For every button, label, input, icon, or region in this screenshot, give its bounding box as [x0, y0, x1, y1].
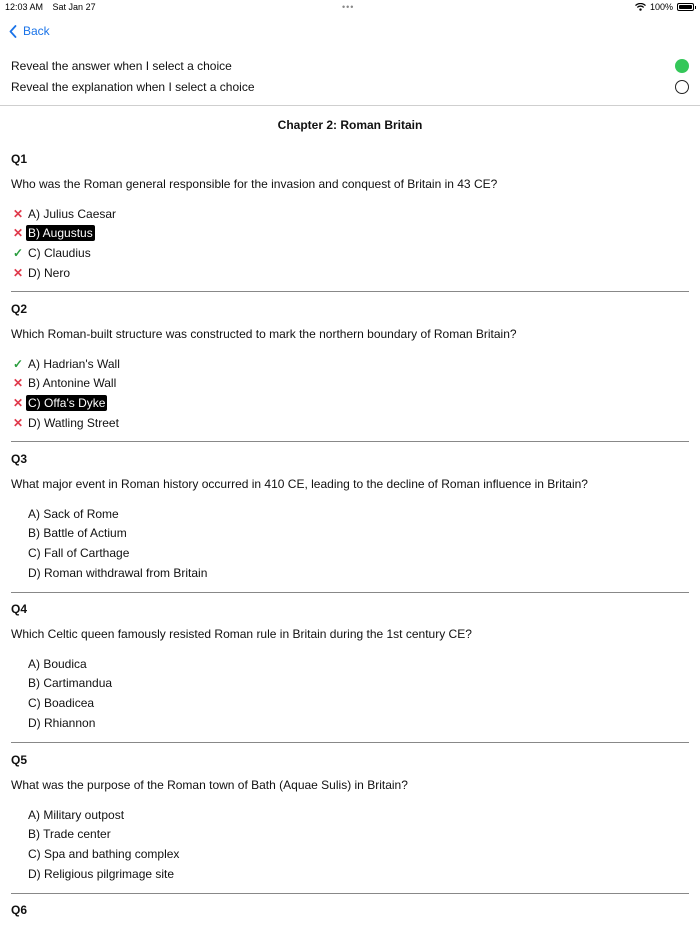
divider	[0, 105, 700, 106]
answer-option[interactable]	[11, 504, 689, 524]
wrong-x-icon: ✕	[12, 376, 24, 391]
battery-percent: 100%	[649, 2, 673, 12]
answer-option[interactable]	[11, 693, 689, 713]
question-number: Q5	[11, 753, 28, 767]
option-label[interactable]: B) Cartimandua	[28, 676, 113, 691]
answer-options	[11, 204, 689, 282]
answer-option[interactable]	[11, 393, 689, 413]
option-label[interactable]: D) Nero	[28, 265, 71, 280]
answer-option[interactable]	[11, 563, 689, 583]
correct-check-icon: ✓	[12, 356, 24, 371]
question-divider	[11, 893, 689, 894]
question-text: Which Celtic queen famously resisted Roman rule in Britain during the 1st century CE?	[11, 627, 472, 641]
question-text: What major event in Roman history occurred in 410 CE, leading to the decline of Roman influence in Britain?	[11, 477, 588, 491]
option-label[interactable]: C) Claudius	[28, 245, 91, 260]
answer-option[interactable]	[11, 543, 689, 563]
wrong-x-icon: ✕	[12, 395, 24, 410]
back-label: Back	[23, 24, 50, 38]
option-label[interactable]: A) Boudica	[28, 656, 87, 671]
answer-option[interactable]	[11, 354, 689, 374]
option-label[interactable]: A) Julius Caesar	[28, 206, 117, 221]
answer-option[interactable]	[11, 674, 689, 694]
question-number: Q6	[11, 903, 28, 917]
question-number: Q3	[11, 452, 28, 466]
option-label[interactable]: D) Rhiannon	[28, 715, 96, 730]
wifi-icon	[635, 3, 646, 11]
option-label[interactable]: C) Boadicea	[28, 695, 95, 710]
battery-icon	[677, 3, 694, 11]
question-block	[11, 152, 689, 282]
answer-options	[11, 354, 689, 432]
reveal-explanation-label: Reveal the explanation when I select a choice	[11, 80, 255, 94]
answer-option[interactable]	[11, 805, 689, 825]
answer-option[interactable]	[11, 243, 689, 263]
answer-option[interactable]	[11, 825, 689, 845]
answer-option[interactable]	[11, 374, 689, 394]
option-label[interactable]: D) Religious pilgrimage site	[28, 866, 175, 881]
question-text: What was the purpose of the Roman town of Bath (Aquae Sulis) in Britain?	[11, 778, 408, 792]
status-time: 12:03 AM	[5, 2, 44, 12]
question-number: Q1	[11, 152, 28, 166]
wrong-x-icon: ✕	[12, 206, 24, 221]
status-bar	[0, 0, 700, 14]
question-divider	[11, 441, 689, 442]
wrong-x-icon: ✕	[12, 226, 24, 241]
question-block	[11, 452, 689, 582]
question-text: Who was the Roman general responsible for the invasion and conquest of Britain in 43 CE?	[11, 177, 498, 191]
option-label[interactable]: B) Battle of Actium	[28, 526, 127, 541]
answer-option[interactable]	[11, 224, 689, 244]
answer-options	[11, 805, 689, 883]
answer-option[interactable]	[11, 713, 689, 733]
question-block	[11, 302, 689, 432]
reveal-answer-toggle[interactable]	[675, 59, 689, 73]
reveal-explanation-toggle[interactable]	[675, 80, 689, 94]
option-label[interactable]: A) Sack of Rome	[28, 506, 119, 521]
status-right	[635, 2, 694, 12]
answer-option[interactable]	[11, 844, 689, 864]
answer-option[interactable]	[11, 654, 689, 674]
reveal-answer-row[interactable]	[11, 57, 691, 75]
status-left	[5, 2, 103, 12]
reveal-explanation-row[interactable]	[11, 78, 691, 96]
correct-check-icon: ✓	[12, 245, 24, 260]
answer-options	[11, 654, 689, 732]
selected-option-label[interactable]: C) Offa's Dyke	[28, 395, 106, 410]
question-number: Q4	[11, 602, 28, 616]
question-block	[11, 753, 689, 883]
multitasking-dots[interactable]: •••	[342, 2, 355, 12]
question-divider	[11, 742, 689, 743]
back-button[interactable]	[9, 24, 50, 38]
option-label[interactable]: A) Hadrian's Wall	[28, 356, 120, 371]
answer-option[interactable]	[11, 204, 689, 224]
option-label[interactable]: C) Spa and bathing complex	[28, 846, 180, 861]
chapter-title: Chapter 2: Roman Britain	[277, 118, 423, 132]
option-label[interactable]: D) Watling Street	[28, 415, 119, 430]
question-number: Q2	[11, 302, 28, 316]
option-label[interactable]: A) Military outpost	[28, 807, 125, 822]
reveal-answer-label: Reveal the answer when I select a choice	[11, 59, 232, 73]
wrong-x-icon: ✕	[12, 265, 24, 280]
answer-option[interactable]	[11, 413, 689, 433]
answer-option[interactable]	[11, 524, 689, 544]
status-date: Sat Jan 27	[52, 2, 96, 12]
question-divider	[11, 592, 689, 593]
option-label[interactable]: B) Trade center	[28, 827, 111, 842]
question-block	[11, 602, 689, 732]
option-label[interactable]: D) Roman withdrawal from Britain	[28, 565, 208, 580]
chevron-left-icon	[9, 25, 17, 38]
question-text: Which Roman-built structure was constructed to mark the northern boundary of Roman Britain?	[11, 327, 517, 341]
answer-option[interactable]	[11, 263, 689, 283]
question-divider	[11, 291, 689, 292]
answer-option[interactable]	[11, 864, 689, 884]
wrong-x-icon: ✕	[12, 415, 24, 430]
selected-option-label[interactable]: B) Augustus	[28, 226, 93, 241]
question-block	[11, 903, 689, 919]
option-label[interactable]: B) Antonine Wall	[28, 376, 117, 391]
answer-options	[11, 504, 689, 582]
option-label[interactable]: C) Fall of Carthage	[28, 545, 130, 560]
